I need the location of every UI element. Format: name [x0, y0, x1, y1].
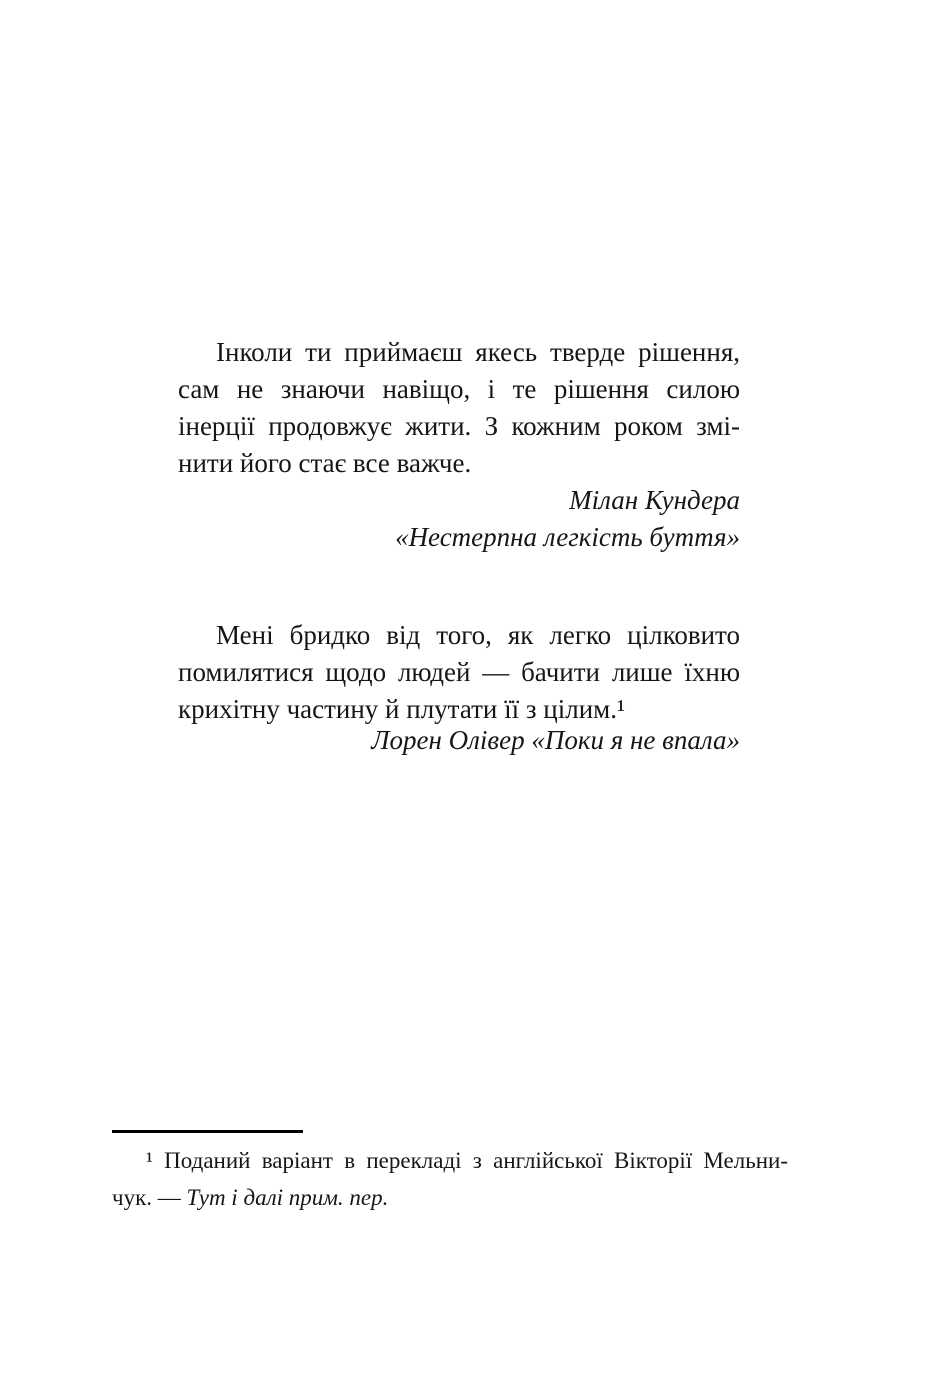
attribution-title: «Нестерпна легкість буття»	[395, 522, 740, 552]
quote-line: нити його стає все важче.	[178, 448, 472, 478]
footnote-line	[112, 1179, 788, 1216]
footnote-line: ¹ Поданий варіант в перекладі з англійської Вікторії Мельни-	[146, 1148, 788, 1173]
quote-line: Інколи ти приймаєш якесь тверде рішення,	[216, 337, 740, 367]
footnote-text-roman: чук. —	[112, 1185, 187, 1210]
epigraphs-block	[178, 334, 740, 759]
attribution-author: Мілан Кундера	[569, 485, 740, 515]
epigraph-quote-2	[178, 617, 740, 728]
epigraph-attribution-1	[178, 482, 740, 556]
attribution-author-title: Лорен Олівер «Поки я не впала»	[371, 725, 740, 755]
quote-line: інерції продовжує жити. З кожним роком змі-	[178, 411, 740, 441]
footnote-separator-rule	[112, 1130, 303, 1133]
footnote-text-italic: Тут і далі прим. пер.	[186, 1185, 389, 1210]
epigraph-quote-1	[178, 334, 740, 482]
quote-line: Мені бридко від того, як легко цілковито	[216, 620, 740, 650]
quote-line: крихітну частину й плутати її з цілим.¹	[178, 694, 626, 724]
footnote-block	[112, 1130, 788, 1216]
quote-line: сам не знаючи навіщо, і те рішення силою	[178, 374, 740, 404]
quote-line: помилятися щодо людей — бачити лише їхню	[178, 657, 740, 687]
